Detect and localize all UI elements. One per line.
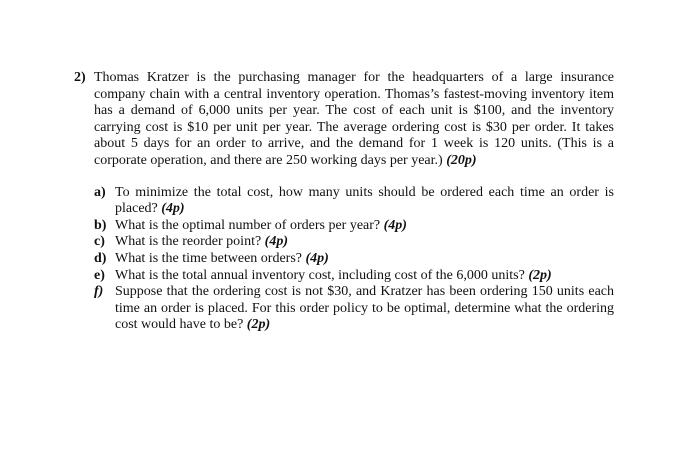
question-list: [94, 185, 614, 334]
question-points: (4p): [161, 201, 185, 217]
question-d: [94, 251, 614, 268]
question-b: [94, 218, 614, 235]
question-points: (2p): [528, 267, 552, 283]
question-points: (4p): [305, 250, 329, 266]
question-letter: a): [94, 184, 106, 200]
problem-points: (20p): [446, 152, 477, 168]
question-letter: b): [94, 217, 107, 233]
question-body: [115, 185, 614, 218]
question-text: What is the total annual inventory cost, including cost of the 6,000 units?: [115, 267, 525, 283]
question-points: (2p): [246, 317, 271, 333]
question-text: What is the time between orders?: [115, 250, 302, 266]
question-letter: f): [94, 284, 104, 300]
question-c: [94, 234, 614, 251]
question-e: [94, 268, 614, 285]
question-body: [115, 234, 614, 251]
problem-number: 2): [74, 70, 86, 85]
question-letter: e): [94, 267, 105, 283]
question-text: To minimize the total cost, how many units should be ordered each time an order is placed?: [115, 184, 614, 217]
question-f: [94, 284, 614, 334]
question-points: (4p): [383, 217, 407, 233]
question-body: [115, 284, 614, 334]
question-a: [94, 185, 614, 218]
question-text: What is the reorder point?: [115, 234, 262, 250]
question-points: (4p): [264, 234, 288, 250]
question-body: [115, 218, 614, 235]
problem-block: [74, 70, 614, 348]
problem-statement: [74, 70, 614, 170]
question-text: What is the optimal number of orders per year?: [115, 217, 381, 233]
question-body: [115, 251, 614, 268]
question-text: Suppose that the ordering cost is not $30, and Kratzer has been ordering 150 units each time an order is placed. For this order policy to be optimal, determine what the ordering cost would have to be?: [115, 284, 614, 333]
question-letter: c): [94, 234, 105, 250]
question-body: [115, 268, 614, 285]
problem-statement-text: Thomas Kratzer is the purchasing manager for the headquarters of a large insurance company chain with a central inventory operation. Thomas’s fastest-moving inventory item has a demand of 6,000 units per year. The cost of each unit is $100, and the inventory carrying cost is $10 per unit per year. The average ordering cost is $30 per order. It takes about 5 days for an order to arrive, and the demand for 1 week is 120 units. (This is a corporate operation, and there are 250 working days per year.): [94, 70, 614, 168]
question-letter: d): [94, 250, 107, 266]
problem-text: [94, 70, 614, 170]
